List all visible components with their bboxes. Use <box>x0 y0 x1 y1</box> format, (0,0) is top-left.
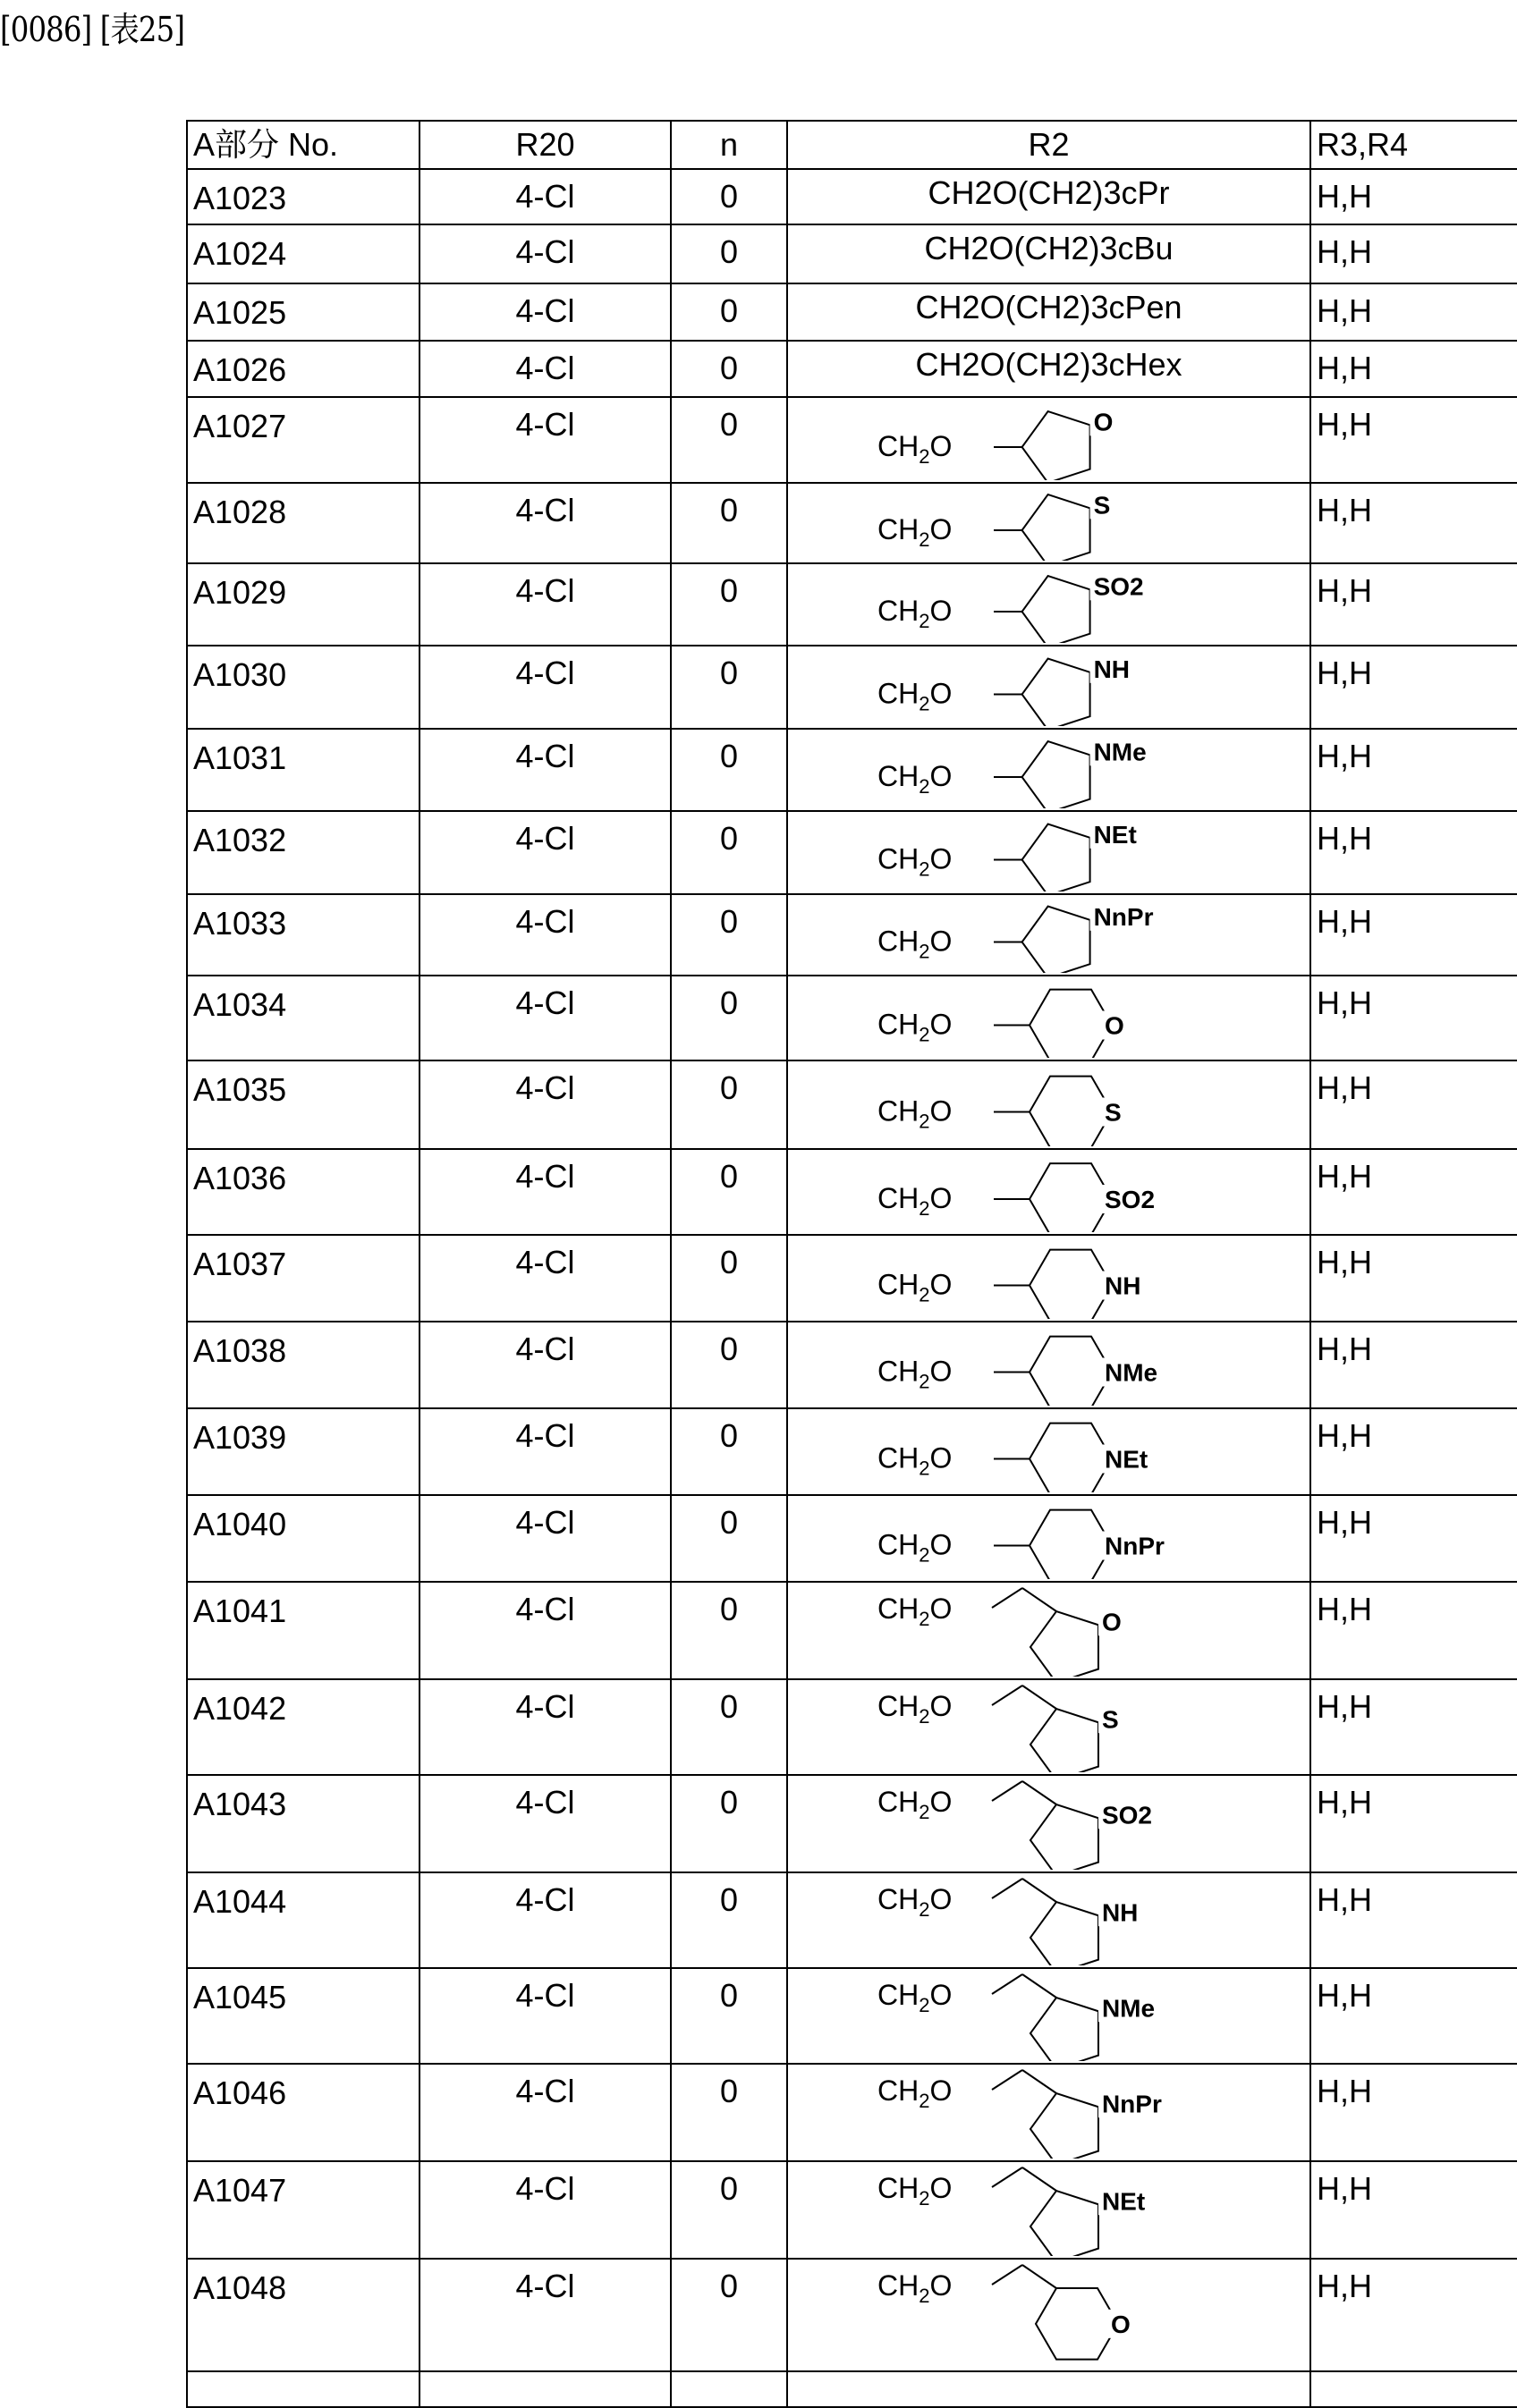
row-r2 <box>787 729 1310 811</box>
r2-prefix: CH2O <box>877 2172 952 2209</box>
row-r20: 4-Cl <box>420 341 671 397</box>
row-r20: 4-Cl <box>420 2161 671 2259</box>
r2-prefix: CH2O <box>877 843 952 881</box>
row-r20: 4-Cl <box>420 1495 671 1582</box>
ring-5-icon <box>1030 1611 1098 1677</box>
row-r3-r4: H,H <box>1310 169 1517 224</box>
row-r3-r4: H,H <box>1310 341 1517 397</box>
table-row <box>187 976 1517 1060</box>
row-n: 0 <box>671 1235 787 1322</box>
row-no: A1025 <box>187 283 420 341</box>
r2-prefix: CH2O <box>877 2074 952 2112</box>
row-no: A1028 <box>187 483 420 563</box>
row-r2 <box>787 1872 1310 1968</box>
row-r2 <box>787 1495 1310 1582</box>
row-no: A1039 <box>187 1408 420 1495</box>
header-r2: R2 <box>787 121 1310 169</box>
heteroatom-label: S <box>1105 1099 1122 1127</box>
table-row <box>187 1679 1517 1775</box>
r2-prefix: CH2O <box>877 925 952 963</box>
row-n: 0 <box>671 1408 787 1495</box>
bond <box>1022 1588 1056 1611</box>
partial-cell <box>671 2371 787 2407</box>
row-no: A1041 <box>187 1582 420 1679</box>
table-row <box>187 341 1517 397</box>
row-no: A1040 <box>187 1495 420 1582</box>
bond <box>992 1781 1022 1801</box>
r2-structure <box>788 1409 1311 1492</box>
table-row <box>187 563 1517 646</box>
table-row <box>187 483 1517 563</box>
row-no: A1036 <box>187 1149 420 1235</box>
ring-5-icon <box>1022 824 1090 891</box>
row-r20: 4-Cl <box>420 1149 671 1235</box>
partial-cell <box>420 2371 671 2407</box>
bond <box>992 2265 1022 2285</box>
r2-structure <box>788 976 1311 1058</box>
heteroatom-label: NMe <box>1094 738 1147 765</box>
table-row <box>187 1235 1517 1322</box>
ring-5-icon <box>1030 2093 1098 2159</box>
bond <box>1022 2265 1056 2288</box>
row-n: 0 <box>671 1679 787 1775</box>
row-r20: 4-Cl <box>420 169 671 224</box>
heteroatom-label: SO2 <box>1094 572 1144 600</box>
heteroatom-label: NH <box>1094 655 1130 683</box>
heteroatom-label: NEt <box>1102 2187 1145 2215</box>
row-r3-r4: H,H <box>1310 811 1517 894</box>
table-row <box>187 1060 1517 1149</box>
partial-cell <box>187 2371 420 2407</box>
row-n: 0 <box>671 2161 787 2259</box>
ring-5-icon <box>1030 2191 1098 2256</box>
heteroatom-label: NnPr <box>1094 903 1154 931</box>
row-no: A1032 <box>187 811 420 894</box>
row-r2 <box>787 976 1310 1060</box>
r2-structure <box>788 1236 1311 1319</box>
row-r2 <box>787 1775 1310 1872</box>
row-r2 <box>787 2161 1310 2259</box>
ring-6-icon <box>1030 1510 1112 1579</box>
row-r3-r4: H,H <box>1310 1968 1517 2064</box>
row-r3-r4: H,H <box>1310 1775 1517 1872</box>
heteroatom-label: NnPr <box>1102 2090 1162 2117</box>
row-r3-r4: H,H <box>1310 2161 1517 2259</box>
table-row <box>187 283 1517 341</box>
r2-structure <box>788 1776 1311 1870</box>
row-r3-r4: H,H <box>1310 1408 1517 1495</box>
bond <box>1022 1879 1056 1902</box>
r2-structure <box>788 2260 1311 2369</box>
table-label: [表25] <box>100 10 184 49</box>
row-r2 <box>787 1968 1310 2064</box>
partial-cell <box>787 2371 1310 2407</box>
r2-structure <box>788 564 1311 643</box>
table-row <box>187 1582 1517 1679</box>
ring-5-icon <box>1022 907 1090 973</box>
heteroatom-label: NEt <box>1094 821 1137 849</box>
table-row <box>187 646 1517 729</box>
row-n: 0 <box>671 976 787 1060</box>
row-r2 <box>787 2064 1310 2161</box>
row-r3-r4: H,H <box>1310 283 1517 341</box>
row-r3-r4: H,H <box>1310 1149 1517 1235</box>
row-n: 0 <box>671 811 787 894</box>
row-n: 0 <box>671 729 787 811</box>
r2-prefix: CH2O <box>877 1269 952 1306</box>
r2-prefix: CH2O <box>877 1356 952 1393</box>
heteroatom-label: NEt <box>1105 1446 1148 1474</box>
r2-structure <box>788 398 1311 480</box>
heteroatom-label: SO2 <box>1102 1801 1152 1829</box>
row-r3-r4: H,H <box>1310 1495 1517 1582</box>
bond <box>1022 1974 1056 1998</box>
row-r20: 4-Cl <box>420 224 671 283</box>
heteroatom-label: O <box>1111 2311 1131 2338</box>
row-r3-r4: H,H <box>1310 894 1517 976</box>
table-row <box>187 224 1517 283</box>
row-r2 <box>787 2259 1310 2371</box>
ring-5-icon <box>1030 1902 1098 1965</box>
table-row <box>187 2161 1517 2259</box>
row-n: 0 <box>671 483 787 563</box>
table-row <box>187 1775 1517 1872</box>
row-no: A1045 <box>187 1968 420 2064</box>
ring-5-icon <box>1022 576 1090 643</box>
heteroatom-label: S <box>1094 491 1111 519</box>
r2-prefix: CH2O <box>877 595 952 632</box>
r2-structure <box>788 2162 1311 2256</box>
row-n: 0 <box>671 563 787 646</box>
table-row <box>187 1149 1517 1235</box>
ring-5-icon <box>1030 1804 1098 1870</box>
row-r3-r4: H,H <box>1310 1679 1517 1775</box>
r2-prefix: CH2O <box>877 513 952 551</box>
bond <box>992 1974 1022 1994</box>
row-r3-r4: H,H <box>1310 1582 1517 1679</box>
row-r2 <box>787 1322 1310 1408</box>
bond <box>1022 1781 1056 1804</box>
row-r20: 4-Cl <box>420 1872 671 1968</box>
r2-structure <box>788 730 1311 808</box>
heteroatom-label: NMe <box>1102 1994 1155 2022</box>
r2-prefix: CH2O <box>877 1442 952 1480</box>
bond <box>1022 1686 1056 1709</box>
table-row <box>187 2259 1517 2371</box>
ring-6-icon <box>1030 1337 1112 1406</box>
row-n: 0 <box>671 894 787 976</box>
row-r20: 4-Cl <box>420 1408 671 1495</box>
row-n: 0 <box>671 1872 787 1968</box>
row-r2 <box>787 894 1310 976</box>
header-r3-r4: R3,R4 <box>1310 121 1517 169</box>
row-r20: 4-Cl <box>420 563 671 646</box>
row-r3-r4: H,H <box>1310 1322 1517 1408</box>
row-r20: 4-Cl <box>420 397 671 483</box>
row-no: A1029 <box>187 563 420 646</box>
partial-cell <box>1310 2371 1517 2407</box>
row-r20: 4-Cl <box>420 1775 671 1872</box>
row-r3-r4: H,H <box>1310 729 1517 811</box>
r2-prefix: CH2O <box>877 1593 952 1630</box>
bond <box>992 1588 1022 1608</box>
heteroatom-label: NH <box>1105 1272 1140 1300</box>
r2-structure <box>788 1496 1311 1579</box>
row-no: A1035 <box>187 1060 420 1149</box>
header-no: A部分 No. <box>187 121 420 169</box>
ring-5-icon <box>1022 741 1090 808</box>
row-n: 0 <box>671 341 787 397</box>
heteroatom-label: O <box>1102 1608 1122 1635</box>
r2-structure <box>788 484 1311 561</box>
bond <box>1022 2167 1056 2191</box>
row-r20: 4-Cl <box>420 646 671 729</box>
row-r3-r4: H,H <box>1310 224 1517 283</box>
bond <box>992 2167 1022 2187</box>
r2-structure <box>788 1969 1311 2061</box>
row-r20: 4-Cl <box>420 483 671 563</box>
r2-prefix: CH2O <box>877 2269 952 2307</box>
header-r20: R20 <box>420 121 671 169</box>
row-r20: 4-Cl <box>420 1322 671 1408</box>
row-no: A1033 <box>187 894 420 976</box>
row-r20: 4-Cl <box>420 1679 671 1775</box>
row-n: 0 <box>671 1495 787 1582</box>
row-r20: 4-Cl <box>420 1060 671 1149</box>
heteroatom-label: SO2 <box>1105 1186 1155 1213</box>
row-r2 <box>787 1679 1310 1775</box>
row-r2 <box>787 1408 1310 1495</box>
row-r2 <box>787 811 1310 894</box>
row-r2 <box>787 1235 1310 1322</box>
r2-structure <box>788 812 1311 891</box>
r2-structure <box>788 1061 1311 1146</box>
row-no: A1046 <box>187 2064 420 2161</box>
row-no: A1044 <box>187 1872 420 1968</box>
r2-prefix: CH2O <box>877 1529 952 1567</box>
r2-structure <box>788 1873 1311 1965</box>
row-r3-r4: H,H <box>1310 563 1517 646</box>
row-n: 0 <box>671 2259 787 2371</box>
r2-prefix: CH2O <box>877 678 952 715</box>
paragraph-header <box>0 2 184 51</box>
row-r3-r4: H,H <box>1310 397 1517 483</box>
row-r3-r4: H,H <box>1310 1235 1517 1322</box>
ring-6-icon <box>1030 990 1112 1058</box>
r2-prefix: CH2O <box>877 1883 952 1921</box>
row-n: 0 <box>671 1149 787 1235</box>
r2-structure <box>788 1322 1311 1406</box>
row-r2 <box>787 563 1310 646</box>
table-row <box>187 1872 1517 1968</box>
row-r20: 4-Cl <box>420 1968 671 2064</box>
heteroatom-label: O <box>1105 1012 1124 1040</box>
header-n: n <box>671 121 787 169</box>
r2-prefix: CH2O <box>877 1690 952 1728</box>
r2-prefix: CH2O <box>877 1979 952 2016</box>
table-row <box>187 169 1517 224</box>
row-r20: 4-Cl <box>420 1235 671 1322</box>
r2-structure <box>788 895 1311 973</box>
table-row-partial <box>187 2371 1517 2407</box>
ring-5-icon <box>1030 1998 1098 2061</box>
row-r20: 4-Cl <box>420 1582 671 1679</box>
bond <box>992 1879 1022 1898</box>
r2-structure <box>788 1583 1311 1677</box>
row-r20: 4-Cl <box>420 283 671 341</box>
table-row <box>187 1408 1517 1495</box>
table-row <box>187 811 1517 894</box>
table-row <box>187 1322 1517 1408</box>
row-r3-r4: H,H <box>1310 2064 1517 2161</box>
row-r20: 4-Cl <box>420 976 671 1060</box>
paragraph-number: [0086] <box>0 10 91 49</box>
row-r3-r4: H,H <box>1310 976 1517 1060</box>
ring-6-icon <box>1030 1163 1112 1232</box>
row-r2 <box>787 646 1310 729</box>
r2-prefix: CH2O <box>877 430 952 468</box>
row-n: 0 <box>671 1322 787 1408</box>
row-no: A1024 <box>187 224 420 283</box>
row-no: A1030 <box>187 646 420 729</box>
heteroatom-label: NH <box>1102 1898 1138 1926</box>
ring-6-icon <box>1036 2288 1118 2360</box>
row-r2 <box>787 483 1310 563</box>
row-n: 0 <box>671 2064 787 2161</box>
r2-prefix: CH2O <box>877 1095 952 1133</box>
row-n: 0 <box>671 1582 787 1679</box>
row-r20: 4-Cl <box>420 729 671 811</box>
ring-5-icon <box>1022 411 1090 480</box>
row-r3-r4: H,H <box>1310 2259 1517 2371</box>
ring-6-icon <box>1030 1077 1112 1146</box>
row-no: A1042 <box>187 1679 420 1775</box>
ring-5-icon <box>1030 1709 1098 1772</box>
r2-structure <box>788 1680 1311 1772</box>
row-r3-r4: H,H <box>1310 483 1517 563</box>
row-n: 0 <box>671 283 787 341</box>
row-n: 0 <box>671 397 787 483</box>
row-n: 0 <box>671 169 787 224</box>
heteroatom-label: NnPr <box>1105 1533 1165 1560</box>
ring-6-icon <box>1030 1424 1112 1492</box>
row-no: A1026 <box>187 341 420 397</box>
row-r2: CH2O(CH2)3cPr <box>787 169 1310 224</box>
row-no: A1038 <box>187 1322 420 1408</box>
table-row <box>187 397 1517 483</box>
r2-structure <box>788 1150 1311 1232</box>
row-no: A1031 <box>187 729 420 811</box>
row-r2 <box>787 1149 1310 1235</box>
ring-5-icon <box>1022 659 1090 726</box>
row-r3-r4: H,H <box>1310 1060 1517 1149</box>
row-r2: CH2O(CH2)3cPen <box>787 283 1310 341</box>
table-row <box>187 1495 1517 1582</box>
row-r20: 4-Cl <box>420 811 671 894</box>
compound-table <box>186 120 1517 2408</box>
row-n: 0 <box>671 1968 787 2064</box>
row-n: 0 <box>671 224 787 283</box>
row-r2: CH2O(CH2)3cHex <box>787 341 1310 397</box>
row-r2 <box>787 397 1310 483</box>
row-r20: 4-Cl <box>420 894 671 976</box>
row-r2 <box>787 1060 1310 1149</box>
r2-prefix: CH2O <box>877 1009 952 1046</box>
table-row <box>187 729 1517 811</box>
row-no: A1034 <box>187 976 420 1060</box>
heteroatom-label: S <box>1102 1705 1119 1733</box>
r2-prefix: CH2O <box>877 1182 952 1220</box>
row-no: A1027 <box>187 397 420 483</box>
r2-prefix: CH2O <box>877 1786 952 1823</box>
table-row <box>187 1968 1517 2064</box>
r2-structure <box>788 2065 1311 2159</box>
row-n: 0 <box>671 1775 787 1872</box>
row-no: A1048 <box>187 2259 420 2371</box>
ring-5-icon <box>1022 494 1090 561</box>
bond <box>992 2070 1022 2090</box>
table-row <box>187 894 1517 976</box>
row-n: 0 <box>671 646 787 729</box>
ring-6-icon <box>1030 1250 1112 1319</box>
row-r20: 4-Cl <box>420 2259 671 2371</box>
row-r3-r4: H,H <box>1310 646 1517 729</box>
table-header-row <box>187 121 1517 169</box>
bond <box>1022 2070 1056 2093</box>
row-r3-r4: H,H <box>1310 1872 1517 1968</box>
row-no: A1043 <box>187 1775 420 1872</box>
heteroatom-label: NMe <box>1105 1359 1157 1387</box>
row-r20: 4-Cl <box>420 2064 671 2161</box>
row-r2 <box>787 1582 1310 1679</box>
row-n: 0 <box>671 1060 787 1149</box>
r2-prefix: CH2O <box>877 760 952 798</box>
row-no: A1023 <box>187 169 420 224</box>
heteroatom-label: O <box>1094 408 1114 435</box>
row-no: A1047 <box>187 2161 420 2259</box>
r2-structure <box>788 646 1311 726</box>
row-r2: CH2O(CH2)3cBu <box>787 224 1310 283</box>
row-no: A1037 <box>187 1235 420 1322</box>
bond <box>992 1686 1022 1705</box>
table-row <box>187 2064 1517 2161</box>
